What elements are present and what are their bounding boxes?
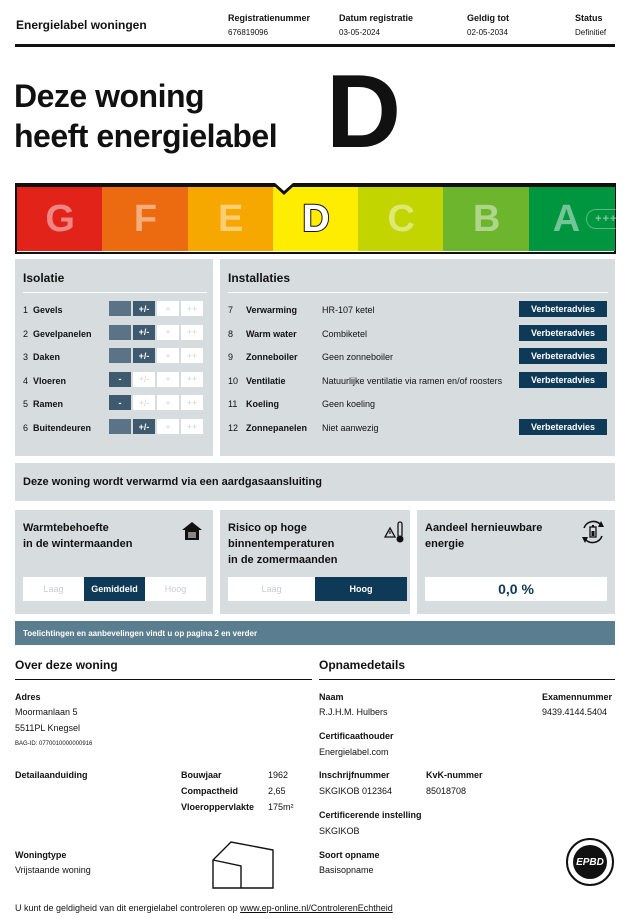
risico-selector [228,577,407,601]
isolatie-level-cell: +/- [133,419,155,434]
warmte-title-1: Warmtebehoefte [23,522,109,534]
hernieuwbaar-title-2: energie [425,538,465,550]
isolatie-level-cell [109,325,131,340]
isolatie-row-number: 3 [23,352,29,363]
reg-nr-value: 676819096 [228,28,269,37]
installatie-row-label: Zonneboiler [246,352,298,363]
warmte-panel [15,510,213,614]
reg-nr-label: Registratienummer [228,13,311,23]
vloer-value: 175m² [268,802,294,812]
warmte-option-gemiddeld: Gemiddeld [84,577,145,601]
adres-line2: 5511PL Knegsel [15,723,81,733]
heating-banner [15,463,615,501]
isolatie-level-cell: +/- [133,348,155,363]
hernieuwbaar-value: 0,0 % [498,581,534,597]
detail-label: Detailaanduiding [15,770,88,780]
installatie-row [220,372,610,390]
woningtype-label: Woningtype [15,850,67,860]
heating-banner-text: Deze woning wordt verwarmd via een aardgasaansluiting [23,476,322,488]
installatie-row-label: Ventilatie [246,375,286,386]
verbeteradvies-button[interactable]: Verbeteradvies [519,372,607,388]
isolatie-row-label: Daken [33,352,61,363]
footer-text: U kunt de geldigheid van dit energielabel controleren op [15,903,241,913]
isolatie-row [15,419,215,437]
isolatie-row [15,348,215,366]
isolatie-level-cell: +/- [133,301,155,316]
risico-panel [220,510,410,614]
isolatie-level-cell [109,301,131,316]
isolatie-level-cell: ++ [181,419,203,434]
isolatie-row-label: Ramen [33,399,64,410]
installatie-row [220,325,610,343]
energy-class-a [529,187,625,251]
document-title: Energielabel woningen [16,18,147,32]
installatie-row [220,395,610,413]
energy-a-plus-badge: ++++ [586,209,630,229]
isolatie-level-scale [109,348,203,363]
hero-label-letter: D [326,54,402,170]
inschrijf-value: SKGIKOB 012364 [319,786,393,796]
soort-label: Soort opname [319,850,380,860]
installatie-row [220,419,610,437]
vloer-label: Vloeroppervlakte [181,802,255,812]
isolatie-level-cell: ++ [181,395,203,410]
isolatie-level-cell: + [157,301,179,316]
naam-label: Naam [319,692,344,702]
isolatie-level-cell [109,419,131,434]
info-bar-text: Toelichtingen en aanbevelingen vindt u op pagina 2 en verder [23,629,258,638]
isolatie-panel [15,259,213,456]
bag-id: BAG-ID: 0770010000000916 [15,741,93,747]
isolatie-level-cell: +/- [133,372,155,387]
isolatie-level-cell: +/- [133,325,155,340]
isolatie-row [15,372,215,390]
isolatie-title: Isolatie [23,271,65,285]
isolatie-level-cell: + [157,348,179,363]
verbeteradvies-button[interactable]: Verbeteradvies [519,348,607,364]
risico-title-3: in de zomermaanden [228,554,338,566]
hero-line2: heeft energielabel [14,118,278,154]
isolatie-level-scale [109,301,203,316]
installatie-row-label: Koeling [246,399,279,410]
isolatie-level-cell: ++ [181,372,203,387]
thermometer-warning-icon [384,520,406,544]
bouwjaar-value: 1962 [268,770,289,780]
isolatie-level-cell: +/- [133,395,155,410]
isolatie-level-cell: ++ [181,301,203,316]
isolatie-level-cell: - [109,372,131,387]
house-type-icon [211,840,275,890]
over-title: Over deze woning [15,658,118,672]
warmte-option-hoog: Hoog [145,577,206,601]
installatie-row-value: HR-107 ketel [322,305,375,315]
header-rule [15,44,615,47]
isolatie-level-cell: + [157,372,179,387]
hernieuwbaar-value-box [425,577,607,601]
reg-date-value: 03-05-2024 [339,28,380,37]
isolatie-row [15,301,215,319]
compactheid-label: Compactheid [181,786,239,796]
warmte-option-laag: Laag [23,577,84,601]
isolatie-row-label: Gevels [33,305,63,315]
isolatie-row [15,395,215,413]
status-value: Definitief [575,28,607,37]
selected-marker [271,182,297,196]
info-bar [15,621,615,645]
cert-houder-label: Certificaathouder [319,731,394,741]
warmte-title-2: in de wintermaanden [23,538,133,550]
house-heat-icon [181,520,203,542]
bouwjaar-label: Bouwjaar [181,770,222,780]
soort-value: Basisopname [319,865,374,875]
kvk-value: 85018708 [426,786,467,796]
verify-link[interactable]: www.ep-online.nl/ControlerenEchtheid [240,903,393,913]
isolatie-level-cell: ++ [181,325,203,340]
installatie-row-value: Geen koeling [322,399,376,410]
risico-title-1: Risico op hoge [228,522,307,534]
energy-class-letter: B [472,197,501,240]
isolatie-level-scale [109,395,203,410]
isolatie-row-label: Buitendeuren [33,423,92,433]
installatie-row-number: 12 [228,423,239,433]
isolatie-row-number: 2 [23,328,29,339]
isolatie-level-cell [109,348,131,363]
epbd-logo [566,838,614,886]
cert-inst-value: SKGIKOB [319,826,360,836]
footer [15,903,393,913]
installatie-row-label: Warm water [246,328,297,339]
valid-label: Geldig tot [467,13,509,23]
isolatie-level-cell: - [109,395,131,410]
reg-date-label: Datum registratie [339,13,414,23]
examen-label: Examennummer [542,692,613,702]
installatie-row [220,301,610,319]
installatie-row-value: Niet aanwezig [322,423,379,433]
isolatie-level-scale [109,325,203,340]
energy-class-letter: A [552,197,581,240]
adres-line1: Moormanlaan 5 [15,707,78,717]
hero-line1: Deze woning [14,78,205,114]
naam-value: R.J.H.M. Hulbers [319,707,388,717]
woningtype-value: Vrijstaande woning [15,865,91,875]
installatie-row [220,348,610,366]
installaties-panel [220,259,615,456]
inschrijf-label: Inschrijfnummer [319,770,390,780]
isolatie-level-cell: + [157,419,179,434]
installatie-row-number: 9 [228,352,234,363]
verbeteradvies-button[interactable]: Verbeteradvies [519,325,607,341]
hernieuwbaar-panel [417,510,615,614]
energy-class-c [358,187,444,251]
isolatie-row-label: Vloeren [33,375,67,386]
isolatie-level-scale [109,372,203,387]
installatie-row-number: 10 [228,375,239,386]
renewable-cycle-icon [579,518,607,546]
risico-option-hoog: Hoog [315,577,407,601]
epbd-logo-text: EPBD [576,856,604,868]
installatie-row-number: 8 [228,328,234,339]
verbeteradvies-button[interactable]: Verbeteradvies [519,419,607,435]
installatie-row-label: Zonnepanelen [246,423,308,433]
valid-value: 02-05-2034 [467,28,508,37]
energy-class-letter: E [218,197,244,240]
examen-value: 9439.4144.5404 [542,707,608,717]
isolatie-level-scale [109,419,203,434]
energy-class-g [17,187,103,251]
installatie-row-value: Combiketel [322,328,368,339]
adres-label: Adres [15,692,41,702]
isolatie-level-cell: + [157,395,179,410]
installatie-row-number: 11 [228,399,238,410]
installaties-title: Installaties [228,271,291,285]
isolatie-row [15,325,215,343]
installatie-row-value: Natuurlijke ventilatie via ramen en/of roosters [322,375,503,386]
warmte-selector [23,577,206,601]
cert-houder-value: Energielabel.com [319,747,389,757]
risico-option-laag: Laag [228,577,315,601]
energy-class-letter: D [302,197,330,240]
energy-class-f [102,187,188,251]
energy-class-e [188,187,274,251]
isolatie-row-number: 4 [23,375,29,386]
energy-class-b [443,187,529,251]
kvk-label: KvK-nummer [426,770,483,780]
cert-inst-label: Certificerende instelling [319,810,422,820]
isolatie-level-cell: ++ [181,348,203,363]
isolatie-level-cell: + [157,325,179,340]
isolatie-row-number: 6 [23,423,29,433]
isolatie-row-number: 1 [23,305,29,315]
opname-title: Opnamedetails [319,658,406,672]
risico-title-2: binnentemperaturen [228,538,335,550]
compactheid-value: 2,65 [268,786,286,796]
isolatie-row-label: Gevelpanelen [33,328,92,339]
installatie-row-value: Geen zonneboiler [322,352,394,363]
status-label: Status [575,13,603,23]
energy-class-d [273,187,359,251]
isolatie-row-number: 5 [23,399,29,410]
hernieuwbaar-title-1: Aandeel hernieuwbare [425,522,543,534]
installatie-row-number: 7 [228,305,234,315]
energy-class-letter: F [133,197,158,240]
energy-class-letter: G [45,197,75,240]
installatie-row-label: Verwarming [246,305,298,315]
verbeteradvies-button[interactable]: Verbeteradvies [519,301,607,317]
energy-class-letter: C [387,197,415,240]
